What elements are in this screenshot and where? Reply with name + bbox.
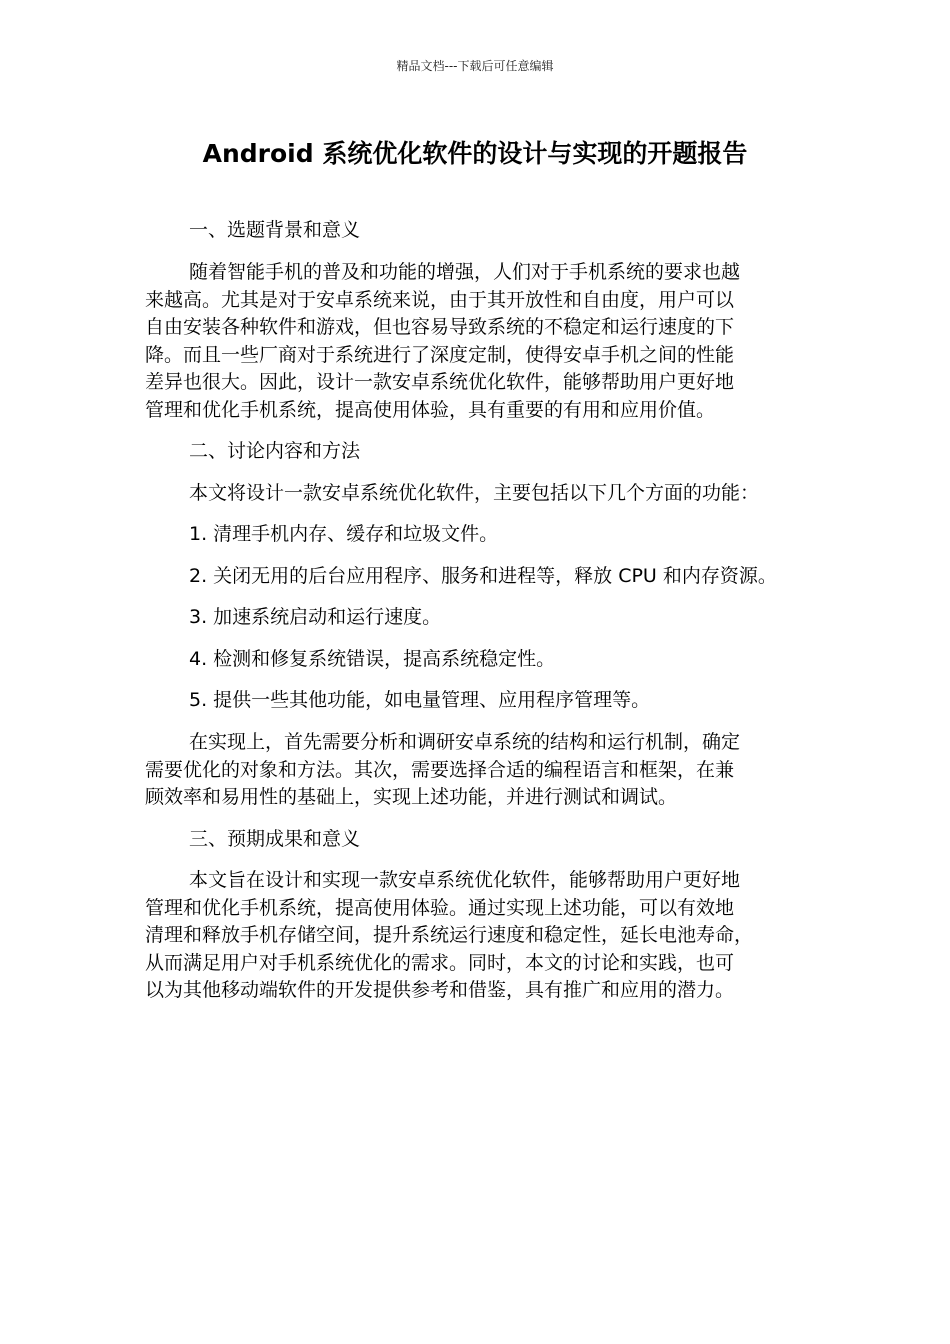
page-header: 精品文档---下载后可任意编辑 [396,59,554,73]
paragraph-line: 以为其他移动端软件的开发提供参考和借鉴，具有推广和应用的潜力。 [145,979,735,1001]
paragraph-line: 清理和释放手机存储空间，提升系统运行速度和稳定性，延长电池寿命， [145,924,754,946]
document-title: Android 系统优化软件的设计与实现的开题报告 [202,139,748,168]
paragraph-line: 顾效率和易用性的基础上，实现上述功能，并进行测试和调试。 [145,786,678,808]
paragraph-line: 管理和优化手机系统，提高使用体验。通过实现上述功能，可以有效地 [145,896,735,919]
paragraph-line: 管理和优化手机系统，提高使用体验，具有重要的有用和应用价值。 [145,398,716,421]
list-item: 1. 清理手机内存、缓存和垃圾文件。 [189,523,499,545]
paragraph-line: 本文旨在设计和实现一款安卓系统优化软件，能够帮助用户更好地 [189,869,741,891]
section-2-paragraph [145,729,805,812]
section-3-paragraph [145,867,805,1005]
paragraph-line: 差异也很大。因此，设计一款安卓系统优化软件，能够帮助用户更好地 [145,371,735,393]
list-item: 2. 关闭无用的后台应用程序、服务和进程等，释放 CPU 和内存资源。 [189,565,777,587]
paragraph-line: 来越高。尤其是对于安卓系统来说，由于其开放性和自由度，用户可以 [145,288,735,311]
paragraph-line: 随着智能手机的普及和功能的增强，人们对于手机系统的要求也越 [189,261,741,283]
list-item: 5. 提供一些其他功能，如电量管理、应用程序管理等。 [189,689,651,711]
section-3-heading: 三、预期成果和意义 [189,828,361,850]
section-2-intro: 本文将设计一款安卓系统优化软件，主要包括以下几个方面的功能： [189,482,760,504]
list-item: 4. 检测和修复系统错误，提高系统稳定性。 [189,648,556,670]
paragraph-line: 自由安装各种软件和游戏，但也容易导致系统的不稳定和运行速度的下 [145,316,735,338]
paragraph-line: 降。而且一些厂商对于系统进行了深度定制，使得安卓手机之间的性能 [145,343,735,366]
paragraph-line: 从而满足用户对手机系统优化的需求。同时，本文的讨论和实践，也可 [145,951,735,974]
section-1-heading: 一、选题背景和意义 [189,219,361,241]
section-2-heading: 二、讨论内容和方法 [189,440,361,462]
paragraph-line: 需要优化的对象和方法。其次，需要选择合适的编程语言和框架，在兼 [145,758,735,781]
list-item: 3. 加速系统启动和运行速度。 [189,606,442,628]
section-1-paragraph [145,259,805,424]
paragraph-line: 在实现上，首先需要分析和调研安卓系统的结构和运行机制，确定 [189,731,741,753]
